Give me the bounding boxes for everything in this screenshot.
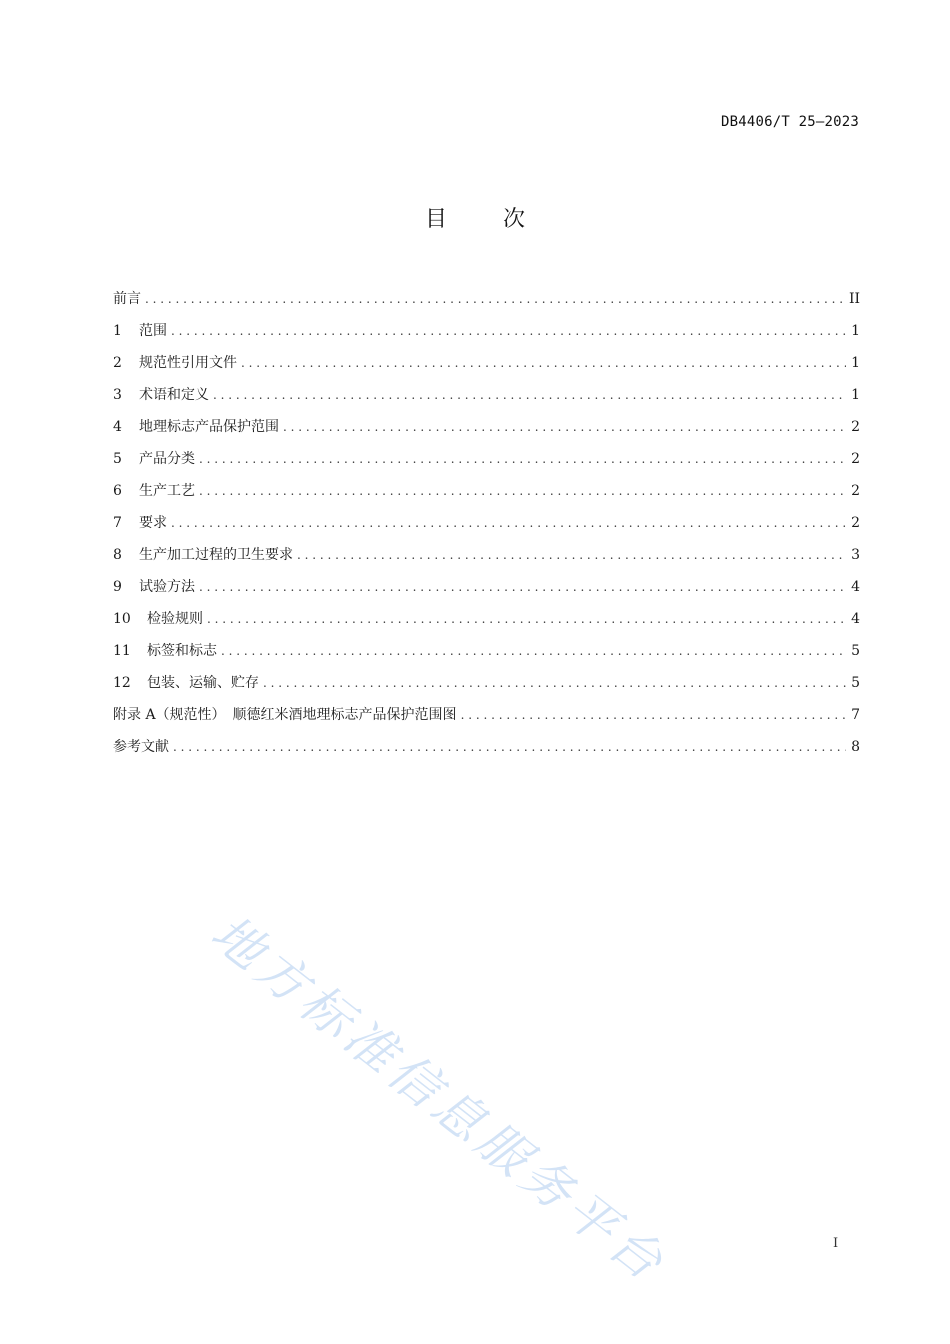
toc-number: 8 — [113, 547, 122, 563]
toc-page: 1 — [851, 355, 860, 371]
toc-entry-preface[interactable] — [113, 288, 860, 320]
toc-page: 4 — [851, 579, 860, 595]
toc-entry-11[interactable] — [113, 640, 860, 672]
toc-entry-7[interactable] — [113, 512, 860, 544]
toc-number: 2 — [113, 355, 122, 371]
toc-leader-dots — [221, 644, 846, 658]
toc-leader-dots — [145, 292, 845, 306]
toc-entry-3[interactable] — [113, 384, 860, 416]
toc-label: 包装、运输、贮存 — [147, 675, 259, 691]
toc-number: 11 — [113, 643, 131, 659]
toc-page: 2 — [851, 483, 860, 499]
toc-label: 生产工艺 — [139, 483, 195, 499]
toc-label: 试验方法 — [139, 579, 195, 595]
toc-entry-2[interactable] — [113, 352, 860, 384]
toc-leader-dots — [213, 388, 846, 402]
table-of-contents — [113, 288, 860, 768]
toc-entry-12[interactable] — [113, 672, 860, 704]
toc-leader-dots — [199, 452, 846, 466]
toc-entry-4[interactable] — [113, 416, 860, 448]
toc-leader-dots — [171, 324, 846, 338]
document-code: DB4406/T 25—2023 — [720, 114, 859, 130]
toc-leader-dots — [263, 676, 846, 690]
toc-label: 范围 — [139, 323, 167, 339]
toc-label: 标签和标志 — [147, 643, 217, 659]
toc-leader-dots — [173, 740, 846, 754]
toc-number: 4 — [113, 419, 122, 435]
toc-page: 1 — [851, 323, 860, 339]
toc-label: 附录 A（规范性） 顺德红米酒地理标志产品保护范围图 — [113, 707, 457, 723]
page-title: 目次 — [424, 207, 581, 232]
toc-page: II — [848, 291, 860, 307]
toc-number: 7 — [113, 515, 122, 531]
toc-label: 参考文献 — [113, 739, 169, 755]
toc-page: 3 — [851, 547, 860, 563]
toc-entry-6[interactable] — [113, 480, 860, 512]
toc-number: 1 — [113, 323, 122, 339]
toc-entry-1[interactable] — [113, 320, 860, 352]
toc-label: 要求 — [139, 515, 167, 531]
toc-leader-dots — [171, 516, 846, 530]
toc-page: 8 — [851, 739, 860, 755]
toc-number: 9 — [113, 579, 122, 595]
toc-leader-dots — [461, 708, 846, 722]
toc-entry-10[interactable] — [113, 608, 860, 640]
toc-leader-dots — [199, 484, 846, 498]
toc-leader-dots — [283, 420, 846, 434]
toc-entry-9[interactable] — [113, 576, 860, 608]
toc-number: 5 — [113, 451, 122, 467]
toc-label: 检验规则 — [147, 611, 203, 627]
toc-label: 产品分类 — [139, 451, 195, 467]
toc-leader-dots — [207, 612, 846, 626]
toc-page: 4 — [851, 611, 860, 627]
toc-number: 6 — [113, 483, 122, 499]
toc-leader-dots — [297, 548, 846, 562]
toc-page: 5 — [851, 643, 860, 659]
toc-leader-dots — [241, 356, 846, 370]
toc-number: 12 — [113, 675, 131, 691]
toc-page: 5 — [851, 675, 860, 691]
toc-label: 规范性引用文件 — [139, 355, 237, 371]
toc-entry-appendix-a[interactable] — [113, 704, 860, 736]
toc-page: 2 — [851, 451, 860, 467]
toc-label: 术语和定义 — [139, 387, 209, 403]
toc-leader-dots — [199, 580, 846, 594]
toc-page: 2 — [851, 419, 860, 435]
toc-entry-8[interactable] — [113, 544, 860, 576]
toc-entry-references[interactable] — [113, 736, 860, 768]
toc-entry-5[interactable] — [113, 448, 860, 480]
toc-page: 2 — [851, 515, 860, 531]
toc-label: 地理标志产品保护范围 — [139, 419, 279, 435]
toc-page: 7 — [851, 707, 860, 723]
page-number: I — [833, 1236, 839, 1251]
toc-page: 1 — [851, 387, 860, 403]
watermark: 地方标准信息服务平台 — [200, 903, 678, 1295]
toc-label: 前言 — [113, 291, 141, 307]
toc-label: 生产加工过程的卫生要求 — [139, 547, 293, 563]
toc-number: 10 — [113, 611, 131, 627]
toc-number: 3 — [113, 387, 122, 403]
